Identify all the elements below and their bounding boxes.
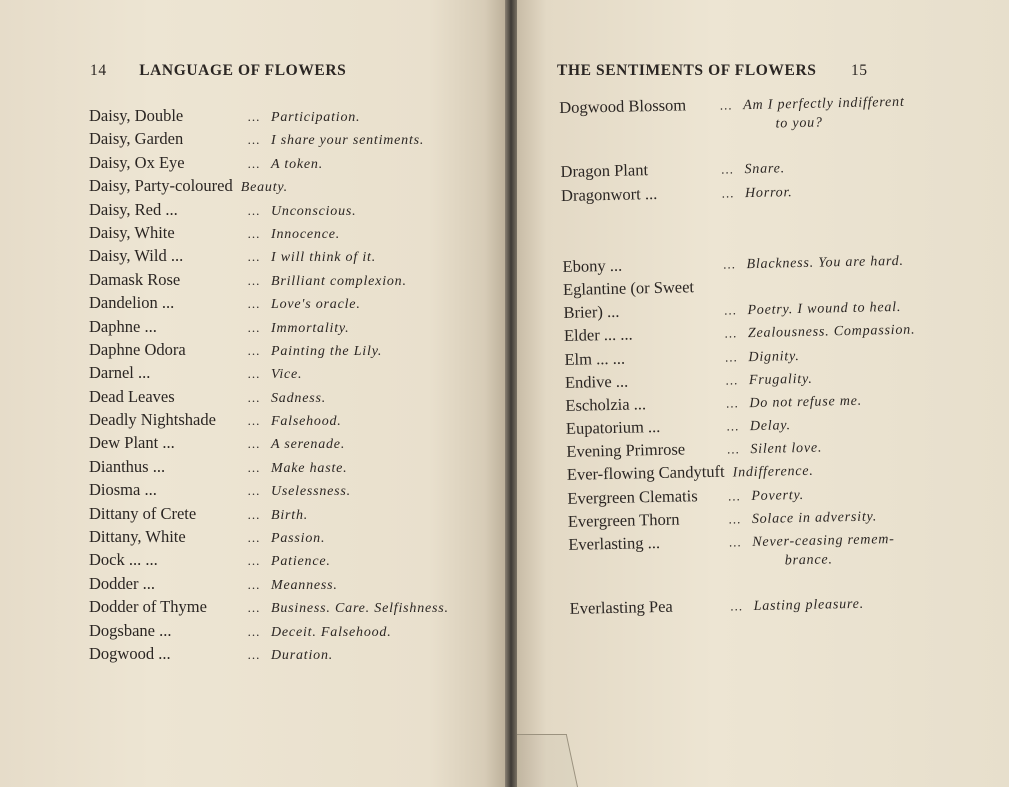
flower-name: Everlasting Pea — [569, 597, 673, 619]
flower-meaning: Silent love. — [750, 440, 823, 458]
flower-name: Daisy, Double — [89, 106, 184, 125]
leader-dots: ... — [728, 511, 742, 527]
flower-meaning: Uselessness. — [271, 484, 351, 500]
flower-name: Diosma ... — [89, 480, 157, 500]
entry-row — [89, 106, 449, 129]
folded-corner — [517, 734, 578, 787]
flower-meaning: Zealousness. Compassion. — [747, 322, 916, 342]
entry-row — [89, 457, 449, 480]
leader-dots: ... — [247, 459, 261, 475]
flower-name: Daisy, Garden — [89, 129, 184, 149]
flower-meaning: Poverty. — [751, 487, 805, 504]
flower-meaning: Am I perfectly indifferent — [743, 94, 905, 114]
leader-dots — [719, 565, 753, 566]
leader-dots: ... — [247, 483, 261, 499]
flower-meaning: Snare. — [744, 161, 786, 178]
leader-dots: ... — [247, 319, 261, 335]
flower-meaning: Delay. — [749, 418, 792, 435]
leader-dots: ... — [247, 576, 261, 592]
entry-row — [89, 200, 449, 223]
leader-dots: ... — [247, 600, 261, 616]
flower-name: Dead Leaves — [89, 386, 175, 406]
leader-dots: ... — [247, 155, 261, 171]
flower-meaning: A token. — [271, 156, 324, 172]
leader-dots: ... — [726, 418, 740, 434]
right-entry-list — [559, 91, 921, 623]
left-running-head — [90, 62, 346, 80]
flower-name: Daphne Odora — [89, 339, 186, 359]
entry-row — [89, 270, 449, 293]
leader-dots: ... — [247, 342, 261, 358]
flower-meaning: Brilliant complexion. — [271, 273, 407, 289]
leader-dots: ... — [247, 436, 261, 452]
flower-meaning: Unconscious. — [271, 203, 357, 219]
leader-dots: ... — [723, 302, 738, 318]
leader-dots: ... — [247, 646, 261, 662]
leader-dots: ... — [247, 413, 261, 429]
flower-meaning: Dignity. — [748, 348, 800, 365]
flower-name: Deadly Nightshade — [89, 410, 216, 430]
flower-meaning: Lasting pleasure. — [753, 597, 865, 615]
flower-meaning: Indifference. — [732, 464, 814, 481]
flower-name: Dragon Plant — [560, 160, 649, 182]
flower-meaning: Immortality. — [271, 320, 350, 336]
leader-dots: ... — [247, 272, 261, 288]
flower-name: Dogsbane ... — [89, 620, 172, 640]
flower-name: Dogwood ... — [89, 643, 171, 663]
flower-name: Dodder ... — [89, 573, 155, 593]
leader-dots: ... — [730, 598, 744, 614]
flower-name: Daisy, Ox Eye — [89, 152, 185, 172]
leader-dots: ... — [247, 366, 261, 382]
leader-dots: ... — [727, 487, 741, 504]
leader-dots: ... — [247, 109, 261, 124]
page-number-left: 14 — [90, 62, 107, 79]
flower-name: Ebony ... — [562, 255, 623, 276]
entry-row — [89, 340, 449, 363]
entry-row — [89, 246, 449, 269]
flower-meaning: Blackness. You are hard. — [746, 253, 904, 272]
flower-meaning: Passion. — [271, 531, 326, 547]
leader-dots: ... — [721, 184, 735, 201]
entry-row — [89, 317, 449, 340]
leader-dots: ... — [247, 132, 261, 148]
flower-name: Dandelion ... — [89, 293, 175, 313]
entry-row — [89, 153, 449, 176]
flower-meaning: Patience. — [271, 554, 331, 570]
leader-dots: ... — [247, 530, 261, 546]
flower-name: Dittany, White — [89, 527, 186, 547]
flower-name: Daisy, Party-coloured — [89, 176, 233, 196]
flower-meaning: Make haste. — [271, 460, 348, 476]
entry-row — [89, 387, 449, 410]
flower-meaning: Frugality. — [748, 371, 813, 388]
entry-row — [89, 410, 449, 433]
leader-dots: ... — [247, 202, 261, 218]
flower-name: Darnel ... — [89, 363, 151, 383]
leader-dots: ... — [247, 296, 261, 312]
flower-meaning: Never-ceasing remem- — [752, 532, 895, 551]
flower-meaning: A serenade. — [271, 437, 346, 453]
right-page-title: THE SENTIMENTS OF FLOWERS — [557, 62, 817, 79]
entry-row — [89, 363, 449, 386]
flower-meaning: Sadness. — [271, 390, 327, 406]
flower-name: Evening Primrose — [566, 439, 686, 462]
leader-dots: ... — [247, 249, 261, 265]
flower-name: Eglantine (or Sweet — [562, 277, 695, 299]
page-number-right: 15 — [850, 62, 868, 79]
leader-dots: ... — [728, 534, 742, 550]
entry-row — [89, 504, 449, 527]
flower-meaning: Deceit. Falsehood. — [271, 624, 392, 640]
entry-row — [89, 597, 449, 620]
right-page — [517, 0, 1009, 787]
entry-row — [89, 223, 449, 246]
flower-meaning: Birth. — [271, 507, 309, 523]
entry-row — [89, 574, 449, 597]
book-gutter — [505, 0, 517, 787]
flower-name: Damask Rose — [89, 269, 181, 289]
leader-dots: ... — [247, 389, 261, 405]
flower-name: Everlasting ... — [568, 532, 661, 554]
flower-name: Daisy, Wild ... — [89, 246, 184, 266]
entry-row — [89, 644, 449, 667]
entry-row — [89, 176, 449, 199]
flower-meaning: to you? — [775, 115, 823, 132]
flower-meaning: Falsehood. — [271, 414, 342, 430]
flower-meaning: Vice. — [271, 367, 303, 383]
flower-meaning: Painting the Lily. — [271, 343, 383, 359]
entry-row — [89, 480, 449, 503]
leader-dots: ... — [247, 225, 261, 241]
flower-name: Escholzia ... — [565, 394, 647, 415]
left-page-title: LANGUAGE OF FLOWERS — [139, 62, 347, 79]
flower-meaning: Horror. — [744, 184, 793, 201]
flower-meaning: Participation. — [271, 110, 361, 125]
leader-dots — [710, 128, 744, 129]
leader-dots: ... — [247, 623, 261, 639]
leader-dots: ... — [247, 553, 261, 569]
entry-row — [89, 129, 449, 152]
flower-meaning: Business. Care. Selfishness. — [271, 601, 449, 617]
flower-name: Daphne ... — [89, 316, 157, 336]
flower-meaning: Duration. — [271, 647, 334, 663]
flower-name: Dogwood Blossom — [559, 95, 687, 117]
flower-name: Daisy, White — [89, 222, 175, 242]
right-running-head — [557, 62, 868, 80]
flower-meaning: Innocence. — [271, 226, 341, 242]
flower-name: Elder ... ... — [563, 324, 633, 346]
entry-row — [89, 621, 449, 644]
leader-dots: ... — [724, 325, 738, 341]
flower-name: Ever-flowing Candytuft — [566, 462, 725, 485]
flower-meaning: Love's oracle. — [271, 297, 361, 313]
flower-name: Dodder of Thyme — [89, 597, 207, 617]
entry-row — [89, 433, 449, 456]
entry-row — [89, 550, 449, 573]
flower-meaning: Meanness. — [271, 577, 338, 593]
flower-meaning: brance. — [784, 552, 833, 569]
flower-name: Dianthus ... — [89, 456, 166, 476]
entry-spacer — [561, 201, 913, 256]
flower-name: Brier) ... — [563, 301, 620, 323]
flower-meaning: Poetry. I wound to heal. — [747, 300, 902, 319]
entry-row — [89, 293, 449, 316]
flower-name: Dittany of Crete — [89, 503, 197, 523]
leader-dots: ... — [726, 441, 740, 457]
leader-dots: ... — [721, 161, 735, 177]
flower-name: Dragonwort ... — [560, 183, 658, 205]
flower-name: Eupatorium ... — [565, 417, 661, 438]
flower-meaning: Do not refuse me. — [749, 393, 863, 411]
flower-name: Elm ... ... — [564, 348, 626, 369]
leader-dots: ... — [724, 348, 738, 365]
leader-dots: ... — [719, 97, 733, 113]
flower-name: Daisy, Red ... — [89, 199, 178, 219]
flower-meaning: Solace in adversity. — [751, 509, 878, 527]
flower-name — [560, 129, 710, 132]
flower-meaning: Beauty. — [240, 180, 288, 196]
flower-meaning: I will think of it. — [271, 250, 377, 266]
leader-dots: ... — [247, 506, 261, 522]
flower-name: Evergreen Clematis — [567, 485, 698, 508]
flower-name: Evergreen Thorn — [567, 509, 680, 531]
left-entry-list — [89, 106, 449, 667]
flower-name: Dock ... ... — [89, 550, 158, 570]
entry-row — [89, 527, 449, 550]
flower-name: Endive ... — [564, 371, 629, 392]
leader-dots: ... — [725, 371, 739, 388]
flower-meaning: I share your sentiments. — [271, 133, 425, 149]
leader-dots: ... — [722, 256, 737, 272]
leader-dots: ... — [725, 395, 739, 411]
flower-name — [569, 566, 719, 569]
flower-name: Dew Plant ... — [89, 433, 175, 453]
